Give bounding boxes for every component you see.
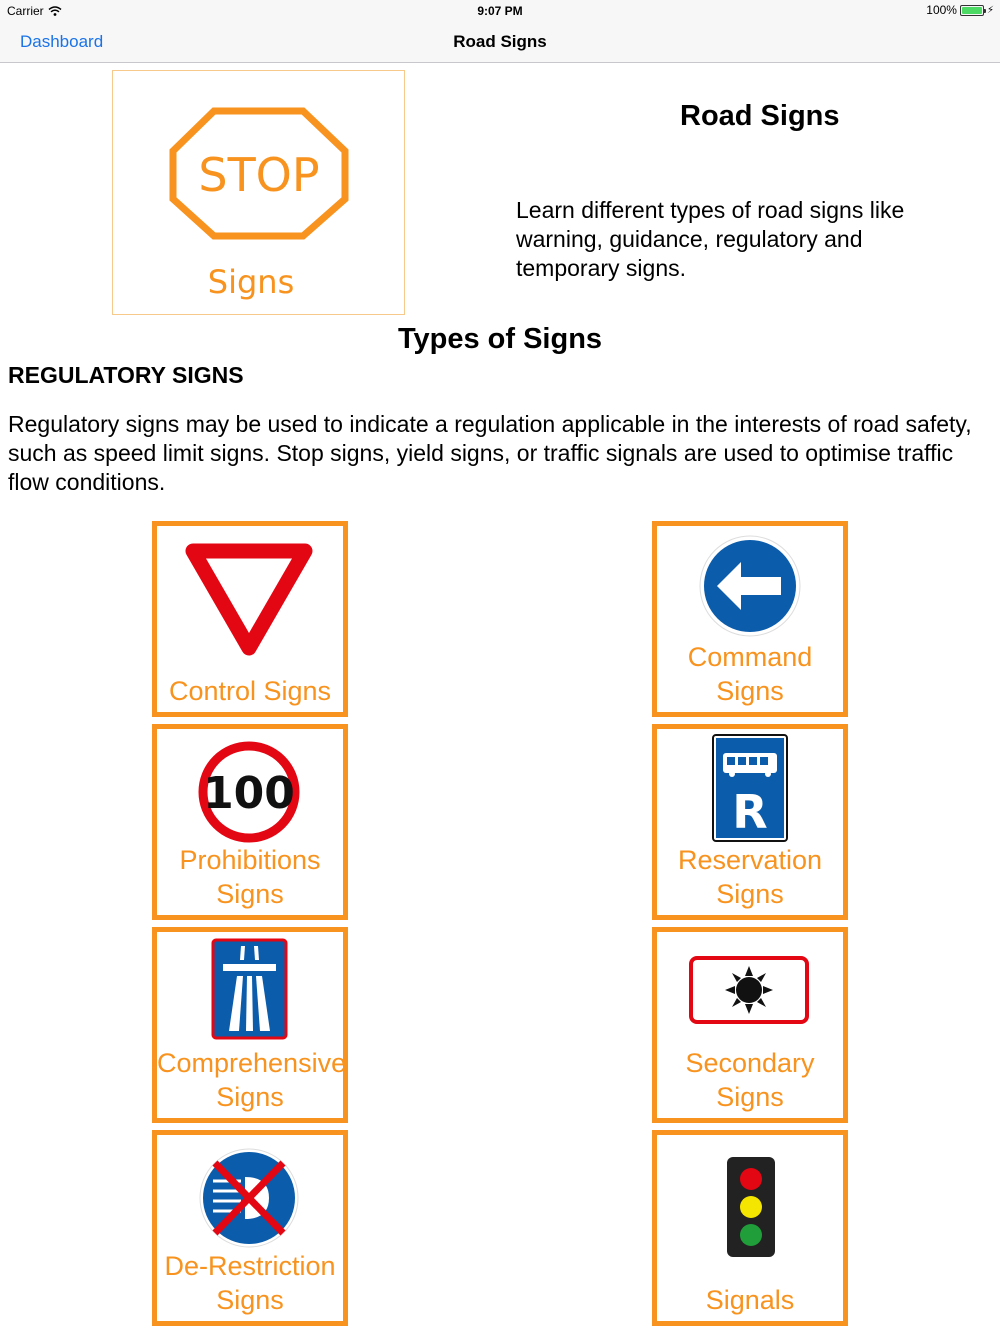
tile-secondary-signs[interactable] bbox=[652, 927, 848, 1123]
speed-limit-text: 100 bbox=[203, 768, 295, 819]
tile-comprehensive-signs[interactable] bbox=[152, 927, 348, 1123]
hero-image-caption: Signs bbox=[207, 263, 295, 301]
tile-label: Comprehensive Signs bbox=[157, 1048, 347, 1112]
section-heading: REGULATORY SIGNS bbox=[8, 362, 244, 388]
tile-command-signs[interactable] bbox=[652, 521, 848, 717]
hero-title: Road Signs bbox=[680, 100, 840, 132]
tile-label: Signals bbox=[705, 1285, 795, 1315]
types-heading: Types of Signs bbox=[397, 323, 603, 355]
road-signs-hero-image bbox=[112, 70, 405, 315]
battery-percent: 100% bbox=[926, 3, 957, 17]
tile-signals[interactable] bbox=[652, 1130, 848, 1326]
carrier-indicator bbox=[7, 4, 62, 18]
charging-bolt-icon: ⚡ bbox=[986, 4, 994, 16]
stop-sign-icon bbox=[113, 71, 406, 316]
yield-triangle-icon bbox=[157, 536, 343, 666]
tile-label: Reservation Signs bbox=[677, 845, 823, 909]
wifi-icon bbox=[48, 6, 62, 16]
left-arrow-command-icon bbox=[657, 532, 843, 642]
tile-label: Control Signs bbox=[168, 676, 332, 706]
back-button-dashboard[interactable]: Dashboard bbox=[20, 32, 104, 51]
derestriction-icon bbox=[157, 1141, 343, 1251]
tile-reservation-signs[interactable] bbox=[652, 724, 848, 920]
bus-reservation-icon bbox=[657, 731, 843, 843]
tile-label: Prohibitions Signs bbox=[179, 845, 321, 909]
hero-description: Learn different types of road signs like warning, guidance, regulatory and temporary signs. bbox=[516, 197, 905, 281]
speed-limit-100-icon bbox=[157, 735, 343, 845]
traffic-light-icon bbox=[657, 1155, 843, 1265]
motorway-icon bbox=[157, 938, 343, 1048]
stop-text: STOP bbox=[198, 148, 320, 202]
tile-control-signs[interactable] bbox=[152, 521, 348, 717]
tile-label: Command Signs bbox=[687, 642, 813, 706]
battery-icon bbox=[960, 5, 984, 16]
status-bar bbox=[0, 0, 1000, 22]
section-description: Regulatory signs may be used to indicate a regulation applicable in the interests of road safety, such as speed limit signs. Stop signs, yield signs, or traffic signals are used to optimise traffic flow conditions. bbox=[8, 411, 972, 495]
tile-derestriction-signs[interactable] bbox=[152, 1130, 348, 1326]
nav-title: Road Signs bbox=[453, 32, 547, 51]
secondary-sign-icon bbox=[657, 952, 843, 1052]
battery-indicator bbox=[926, 3, 994, 17]
tile-label: De-Restriction Signs bbox=[164, 1251, 336, 1315]
tile-label: Secondary Signs bbox=[685, 1048, 815, 1112]
status-time: 9:07 PM bbox=[477, 4, 523, 18]
reservation-letter: R bbox=[732, 785, 768, 839]
tile-prohibitions-signs[interactable] bbox=[152, 724, 348, 920]
navigation-bar bbox=[0, 22, 1000, 63]
carrier-label: Carrier bbox=[7, 4, 44, 18]
